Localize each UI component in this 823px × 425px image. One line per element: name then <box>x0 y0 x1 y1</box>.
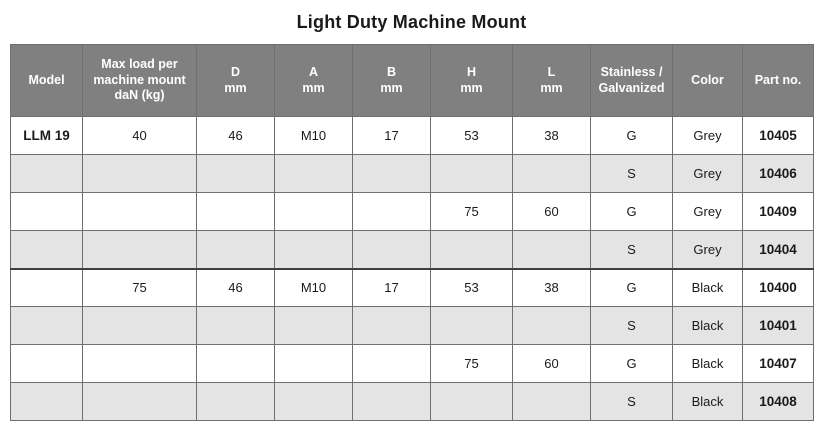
cell-load <box>83 193 197 231</box>
machine-mount-table <box>10 44 814 421</box>
header-main-text: Max load per machine mount <box>93 57 186 87</box>
cell-part-no: 10401 <box>743 307 814 345</box>
cell-h: 53 <box>431 117 513 155</box>
cell-stainless-galvanized: S <box>591 231 673 269</box>
cell-part-no: 10404 <box>743 231 814 269</box>
header-main-text: Model <box>28 72 65 87</box>
column-header-b <box>353 45 431 117</box>
column-header-d <box>197 45 275 117</box>
table-row <box>11 193 814 231</box>
cell-d <box>197 307 275 345</box>
cell-l: 38 <box>513 269 591 307</box>
cell-h: 75 <box>431 345 513 383</box>
table-row <box>11 383 814 421</box>
cell-d <box>197 193 275 231</box>
cell-l: 60 <box>513 193 591 231</box>
cell-b <box>353 231 431 269</box>
cell-b: 17 <box>353 117 431 155</box>
cell-stainless-galvanized: S <box>591 383 673 421</box>
cell-part-no: 10406 <box>743 155 814 193</box>
cell-model <box>11 269 83 307</box>
cell-part-no: 10408 <box>743 383 814 421</box>
header-sub-text: mm <box>302 80 325 95</box>
header-main-text: D <box>230 64 241 79</box>
cell-part-no: 10409 <box>743 193 814 231</box>
cell-model <box>11 383 83 421</box>
cell-model <box>11 307 83 345</box>
cell-h <box>431 231 513 269</box>
cell-load <box>83 307 197 345</box>
cell-model <box>11 193 83 231</box>
cell-stainless-galvanized: G <box>591 269 673 307</box>
cell-d: 46 <box>197 117 275 155</box>
cell-b <box>353 155 431 193</box>
column-header-color <box>673 45 743 117</box>
cell-l <box>513 231 591 269</box>
cell-model <box>11 155 83 193</box>
header-main-text: B <box>386 64 397 79</box>
column-header-max-load <box>83 45 197 117</box>
cell-color: Black <box>673 345 743 383</box>
cell-part-no: 10407 <box>743 345 814 383</box>
column-header-l <box>513 45 591 117</box>
cell-l <box>513 307 591 345</box>
cell-load: 75 <box>83 269 197 307</box>
page-title: Light Duty Machine Mount <box>296 12 527 32</box>
column-header-model <box>11 45 83 117</box>
cell-b <box>353 307 431 345</box>
cell-h <box>431 307 513 345</box>
cell-color: Black <box>673 307 743 345</box>
cell-b: 17 <box>353 269 431 307</box>
cell-a <box>275 155 353 193</box>
cell-a: M10 <box>275 117 353 155</box>
header-sub-text: mm <box>460 80 483 95</box>
table-header <box>11 45 814 117</box>
cell-a <box>275 193 353 231</box>
cell-h <box>431 383 513 421</box>
cell-load <box>83 345 197 383</box>
cell-color: Black <box>673 269 743 307</box>
cell-part-no: 10400 <box>743 269 814 307</box>
cell-d <box>197 231 275 269</box>
cell-a: M10 <box>275 269 353 307</box>
header-main-text: A <box>308 64 319 79</box>
table-body <box>11 117 814 421</box>
cell-l <box>513 155 591 193</box>
cell-part-no: 10405 <box>743 117 814 155</box>
header-main-text: L <box>547 64 556 79</box>
cell-stainless-galvanized: G <box>591 345 673 383</box>
cell-load <box>83 383 197 421</box>
table-row <box>11 117 814 155</box>
cell-a <box>275 383 353 421</box>
cell-color: Grey <box>673 193 743 231</box>
table-row <box>11 155 814 193</box>
header-sub-text: mm <box>224 80 247 95</box>
cell-color: Grey <box>673 231 743 269</box>
cell-stainless-galvanized: G <box>591 117 673 155</box>
cell-stainless-galvanized: S <box>591 155 673 193</box>
cell-l <box>513 383 591 421</box>
table-row <box>11 345 814 383</box>
cell-b <box>353 383 431 421</box>
cell-load <box>83 155 197 193</box>
column-header-part-no <box>743 45 814 117</box>
cell-h: 75 <box>431 193 513 231</box>
cell-a <box>275 345 353 383</box>
header-row <box>11 45 814 117</box>
column-header-stainless-galvanized <box>591 45 673 117</box>
cell-model <box>11 231 83 269</box>
table-row <box>11 269 814 307</box>
header-main-text: Part no. <box>754 72 802 87</box>
cell-b <box>353 193 431 231</box>
cell-d: 46 <box>197 269 275 307</box>
cell-model: LLM 19 <box>11 117 83 155</box>
header-sub-text: daN (kg) <box>114 88 165 103</box>
cell-l: 38 <box>513 117 591 155</box>
cell-model <box>11 345 83 383</box>
cell-load: 40 <box>83 117 197 155</box>
cell-stainless-galvanized: S <box>591 307 673 345</box>
cell-a <box>275 307 353 345</box>
cell-b <box>353 345 431 383</box>
cell-h: 53 <box>431 269 513 307</box>
cell-d <box>197 383 275 421</box>
table-row <box>11 307 814 345</box>
cell-d <box>197 345 275 383</box>
table-row <box>11 231 814 269</box>
column-header-h <box>431 45 513 117</box>
cell-d <box>197 155 275 193</box>
header-main-text: H <box>466 64 477 79</box>
cell-stainless-galvanized: G <box>591 193 673 231</box>
header-sub-text: mm <box>380 80 403 95</box>
cell-l: 60 <box>513 345 591 383</box>
header-sub-text: mm <box>540 80 563 95</box>
header-main-text: Stainless / Galvanized <box>598 64 665 95</box>
cell-color: Grey <box>673 155 743 193</box>
cell-a <box>275 231 353 269</box>
cell-load <box>83 231 197 269</box>
table-container <box>0 44 823 421</box>
header-main-text: Color <box>691 72 724 87</box>
cell-color: Black <box>673 383 743 421</box>
column-header-a <box>275 45 353 117</box>
cell-color: Grey <box>673 117 743 155</box>
cell-h <box>431 155 513 193</box>
